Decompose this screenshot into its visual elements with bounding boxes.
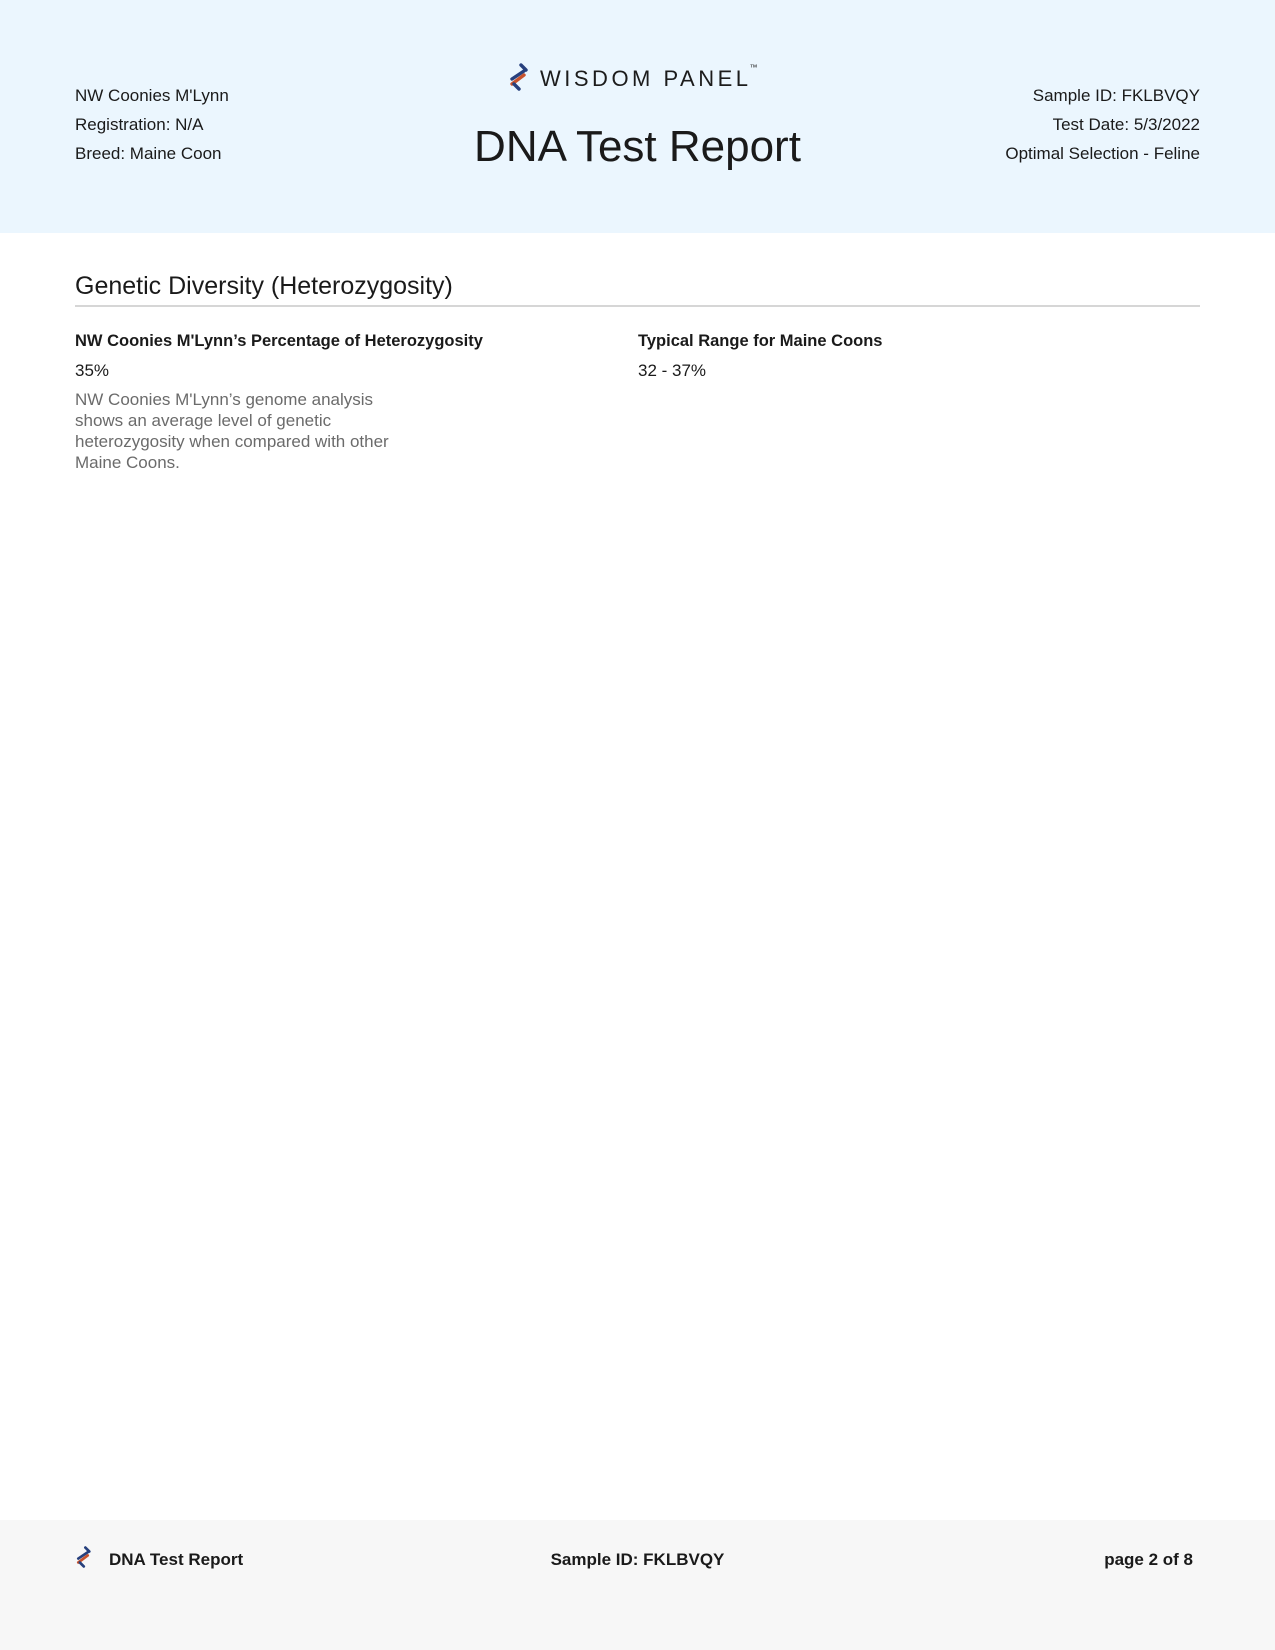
product-name: Optimal Selection - Feline [1005,144,1200,163]
brand-name-text: WISDOM PANEL [540,66,752,91]
heterozygosity-description: NW Coonies M'Lynn’s genome analysis shows an average level of genetic heterozygosity when compared with other Maine Coons. [75,390,389,472]
pet-heterozygosity-value: 35% [75,361,110,380]
section-divider [75,305,1200,307]
registration: Registration: N/A [75,115,204,134]
section-title: Genetic Diversity (Heterozygosity) [75,272,453,300]
pet-name: NW Coonies M'Lynn [75,86,229,105]
typical-range-heading: Typical Range for Maine Coons [638,332,883,350]
pet-heterozygosity-heading: NW Coonies M'Lynn’s Percentage of Heterozygosity [75,332,483,350]
report-footer [0,1520,1275,1650]
test-date: Test Date: 5/3/2022 [1052,115,1200,134]
sample-id: Sample ID: FKLBVQY [1032,86,1200,105]
footer-sample-id: Sample ID: FKLBVQY [550,1550,725,1569]
brand-logo [508,64,758,94]
report-title: DNA Test Report [474,122,801,171]
page-number: page 2 of 8 [1104,1550,1193,1569]
brand-trademark: ™ [749,63,758,72]
breed: Breed: Maine Coon [75,144,222,163]
footer-title: DNA Test Report [109,1549,244,1569]
typical-range-value: 32 - 37% [638,361,707,380]
brand-name [540,63,758,92]
dna-helix-logo-icon [508,63,528,96]
report-header [0,0,1275,233]
sample-info [1005,81,1200,168]
